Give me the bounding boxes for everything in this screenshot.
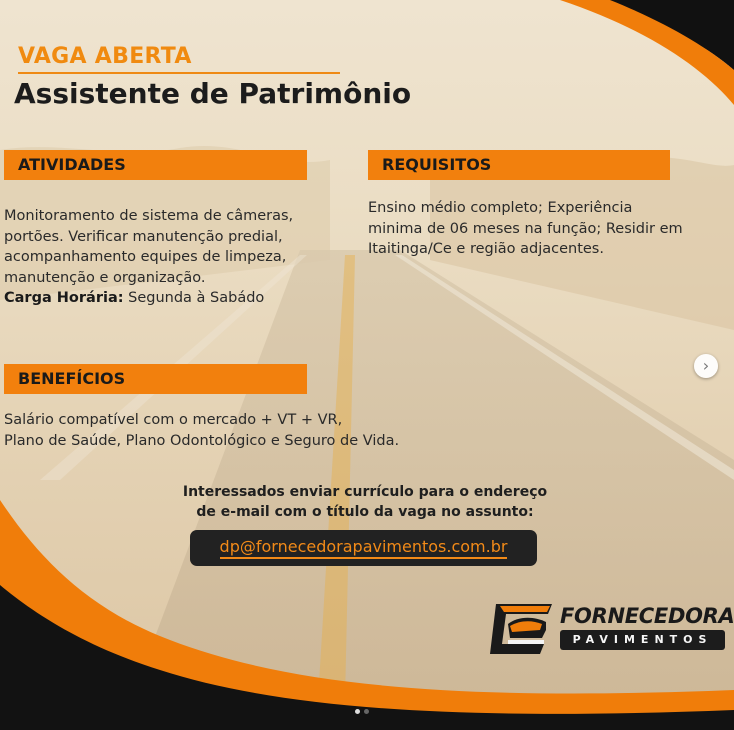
cta-line-2: de e-mail com o título da vaga no assunto: — [196, 504, 534, 520]
chevron-right-icon: › — [702, 356, 710, 375]
email-badge — [190, 530, 537, 566]
beneficios-line-2: Plano de Saúde, Plano Odontológico e Seguro de Vida. — [4, 432, 400, 449]
atividades-text — [4, 206, 294, 309]
carousel-dot-active[interactable] — [355, 709, 360, 714]
contact-email: dp@fornecedorapavimentos.com.br — [220, 537, 508, 559]
job-title: Assistente de Patrimônio — [14, 77, 412, 110]
beneficios-line-1: Salário compatível com o mercado + VT + VR, — [4, 412, 343, 428]
fornecedora-logo-icon — [488, 600, 554, 658]
application-instructions — [150, 482, 580, 522]
atividades-description: Monitoramento de sistema de câmeras, portões. Verificar manutenção predial, acompanhamento equipes de limpeza, manutenção e organização. — [4, 208, 294, 286]
job-kicker: VAGA ABERTA — [18, 44, 192, 69]
carousel-indicator — [355, 709, 369, 714]
carousel-dot[interactable] — [364, 709, 369, 714]
cta-line-1: Interessados enviar currículo para o endereço — [182, 484, 548, 500]
kicker-underline — [18, 72, 340, 74]
hours-label: Carga Horária: — [4, 290, 124, 306]
hours-value: Segunda à Sabádo — [123, 290, 265, 306]
company-logo — [488, 600, 734, 660]
logo-subtitle: PAVIMENTOS — [560, 630, 725, 650]
requisitos-heading: REQUISITOS — [368, 150, 670, 180]
carousel-next-button[interactable] — [694, 354, 718, 378]
beneficios-heading: BENEFÍCIOS — [4, 364, 307, 394]
requisitos-text: Ensino médio completo; Experiência minima de 06 meses na função; Residir em Itaitinga/Ce e região adjacentes. — [368, 200, 683, 257]
logo-name: FORNECEDORA — [560, 604, 734, 628]
beneficios-text — [4, 410, 524, 451]
atividades-heading: ATIVIDADES — [4, 150, 307, 180]
